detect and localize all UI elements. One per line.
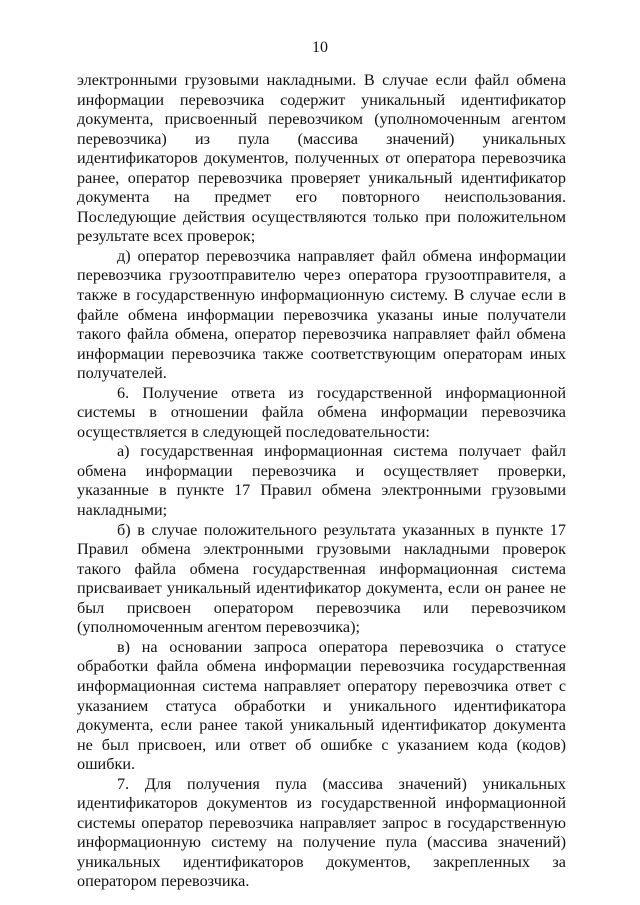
paragraph-item-a: а) государственная информационная система получает файл обмена информации перевозчика и осуществляет проверки, указанные в пункте 17 Правил обмена электронными грузовыми накладными;: [77, 442, 566, 520]
page-number: 10: [312, 39, 328, 56]
paragraph-section-7: 7. Для получения пула (массива значений) уникальных идентификаторов документов из государственной информационной системы оператор перевозчика направляет запрос в государственную информационную систему на получение пула (массива значений) уникальных идентификаторов документов, закрепленных за оператором перевозчика.: [77, 774, 566, 891]
paragraph-item-b: б) в случае положительного результата указанных в пункте 17 Правил обмена электронными грузовыми накладными проверок такого файла обмена государственная информационная система присваивает уникальный идентификатор документа, если он ранее не был присвоен оператором перевозчика или перевозчиком (уполномоченным агентом перевозчика);: [77, 520, 566, 637]
document-body: [77, 71, 566, 892]
paragraph-continuation: электронными грузовыми накладными. В случае если файл обмена информации перевозчика содержит уникальный идентификатор документа, присвоенный перевозчиком (уполномоченным агентом перевозчика) из пула (массива значений) уникальных идентификаторов документов, полученных от оператора перевозчика ранее, оператор перевозчика проверяет уникальный идентификатор документа на предмет его повторного неиспользования. Последующие действия осуществляются только при положительном результате всех проверок;: [77, 71, 566, 246]
paragraph-section-6: 6. Получение ответа из государственной информационной системы в отношении файла обмена информации перевозчика осуществляется в следующей последовательности:: [77, 383, 566, 441]
paragraph-item-v: в) на основании запроса оператора перевозчика о статусе обработки файла обмена информации перевозчика государственная информационная система направляет оператору перевозчика ответ с указанием статуса обработки и уникального идентификатора документа, если ранее такой уникальный идентификатор документа не был присвоен, или ответ об ошибке с указанием кода (кодов) ошибки.: [77, 637, 566, 774]
paragraph-item-d: д) оператор перевозчика направляет файл обмена информации перевозчика грузоотправителю через оператора грузоотправителя, а также в государственную информационную систему. В случае если в файле обмена информации перевозчика указаны иные получатели такого файла обмена, оператор перевозчика направляет файл обмена информации перевозчика также соответствующим операторам иных получателей.: [77, 246, 566, 383]
